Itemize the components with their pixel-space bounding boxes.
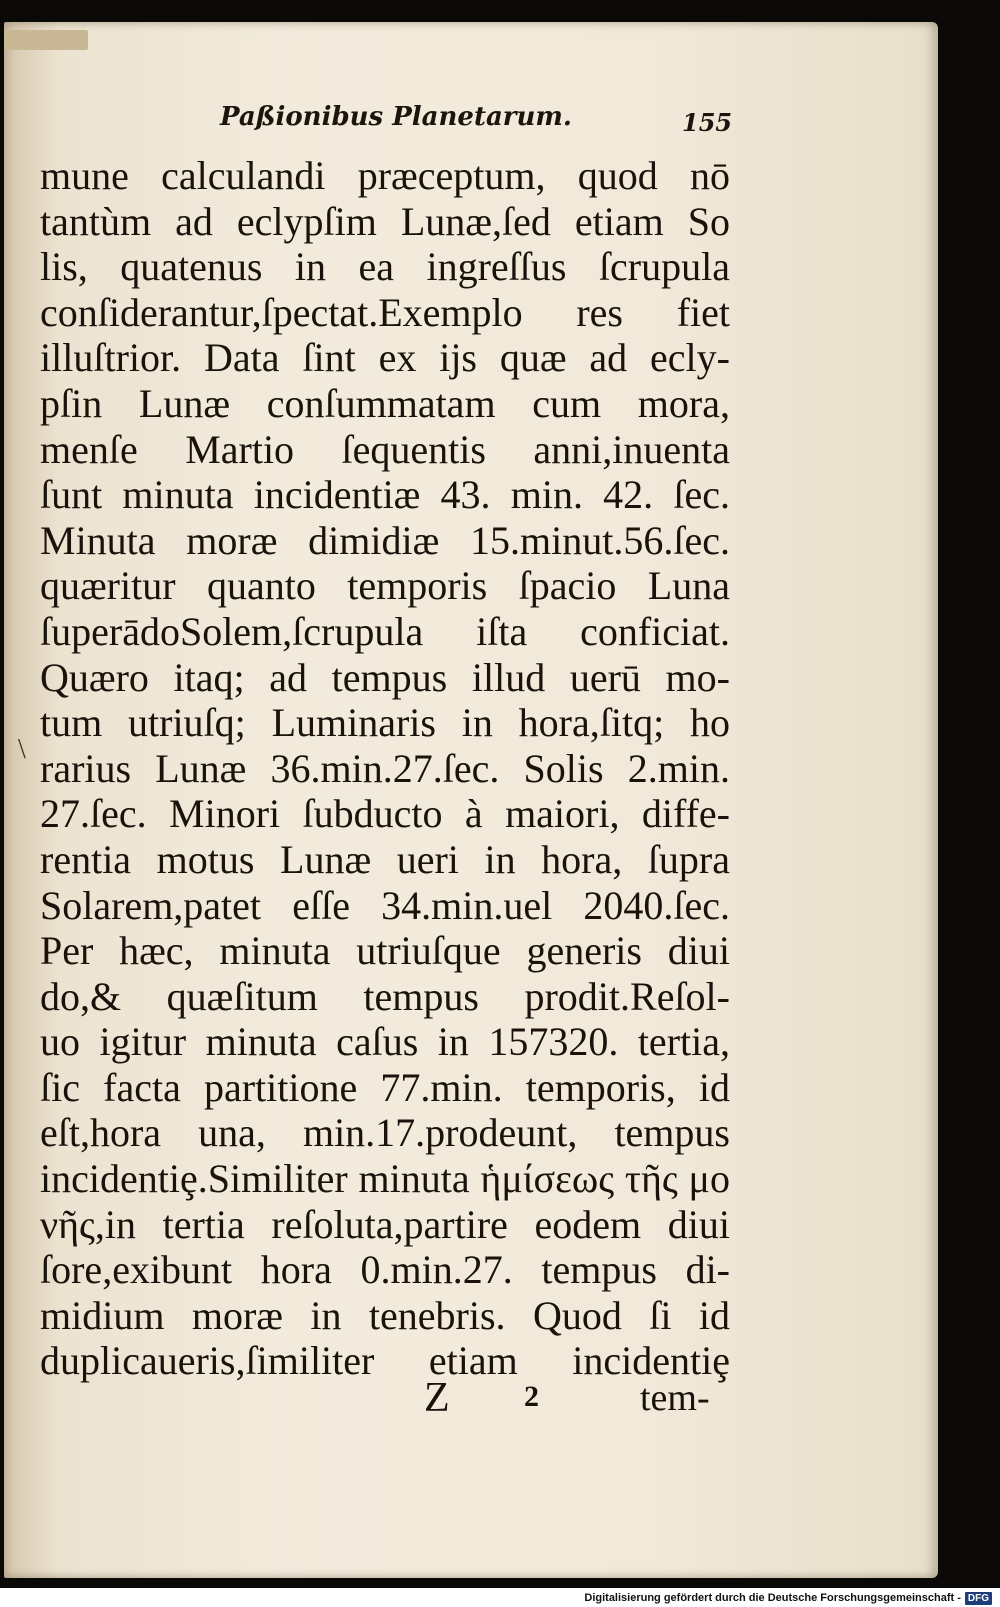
book-page: [4, 22, 938, 1578]
page-edge: [4, 30, 88, 50]
digitization-footer: [584, 1589, 992, 1607]
text-line: ſore,exibunt hora 0.min.27. tempus di-: [40, 1247, 730, 1293]
text-line: ſunt minuta incidentiæ 43. min. 42. ſec.: [40, 472, 730, 518]
text-line: Minuta moræ dimidiæ 15.minut.56.ſec.: [40, 517, 730, 563]
text-line: illuſtrior. Data ſint ex ijs quæ ad ecly-: [40, 335, 730, 381]
dfg-logo: DFG: [965, 1592, 992, 1605]
text-line: quæritur quanto temporis ſpacio Luna: [40, 563, 730, 609]
text-line: pſin Lunæ conſummatam cum mora,: [40, 380, 730, 426]
text-line: tum utriuſq; Luminaris in hora,ſitq; ho: [40, 700, 730, 746]
text-line: incidentiȩ.Similiter minuta ἡμίσεως τῆς μο: [40, 1156, 730, 1202]
text-line: midium moræ in tenebris. Quod ſi id: [40, 1292, 730, 1338]
text-line: mune calculandi præceptum, quod nō: [40, 153, 730, 198]
text-line: uo igitur minuta caſus in 157320. tertia,: [40, 1019, 730, 1065]
text-line: lis, quatenus in ea ingreſſus ſcrupula: [40, 244, 730, 290]
footer-credit: Digitalisierung gefördert durch die Deutsche Forschungsgemeinschaft -: [584, 1592, 961, 1604]
margin-mark: \: [18, 734, 26, 765]
text-line: Per hæc, minuta utriuſque generis diui: [40, 928, 730, 974]
text-line: conſiderantur,ſpectat.Exemplo res fiet: [40, 289, 730, 335]
catchword: tem-: [640, 1377, 710, 1419]
text-line: tantùm ad eclypſim Lunæ,ſed etiam So: [40, 198, 730, 244]
text-line: ſic facta partitione 77.min. temporis, id: [40, 1064, 730, 1110]
text-line: rarius Lunæ 36.min.27.ſec. Solis 2.min.: [40, 745, 730, 791]
text-line: rentia motus Lunæ ueri in hora, ſupra: [40, 836, 730, 882]
text-line: Quæro itaq; ad tempus illud uerū mo-: [40, 654, 730, 700]
text-line: 27.ſec. Minori ſubducto à maiori, diffe-: [40, 791, 730, 837]
text-line: eſt,hora una, min.17.prodeunt, tempus: [40, 1110, 730, 1156]
text-line: duplicaueris,ſimiliter etiam incidentiȩ: [40, 1338, 730, 1384]
signature-mark: Z: [424, 1375, 450, 1421]
text-line: ſuperādoSolem,ſcrupula iſta conficiat.: [40, 608, 730, 654]
text-line: νῆς,in tertia reſoluta,partire eodem diui: [40, 1201, 730, 1247]
text-line: menſe Martio ſequentis anni,inuenta: [40, 426, 730, 472]
running-head: Paßionibus Planetarum.: [220, 102, 572, 132]
body-text: [40, 153, 730, 1384]
text-line: Solarem,patet eſſe 34.min.uel 2040.ſec.: [40, 882, 730, 928]
signature-number: 2: [524, 1380, 539, 1413]
page-number: 155: [682, 108, 733, 137]
signature-line: [424, 1374, 714, 1424]
text-line: do,& quæſitum tempus prodit.Reſol-: [40, 973, 730, 1019]
